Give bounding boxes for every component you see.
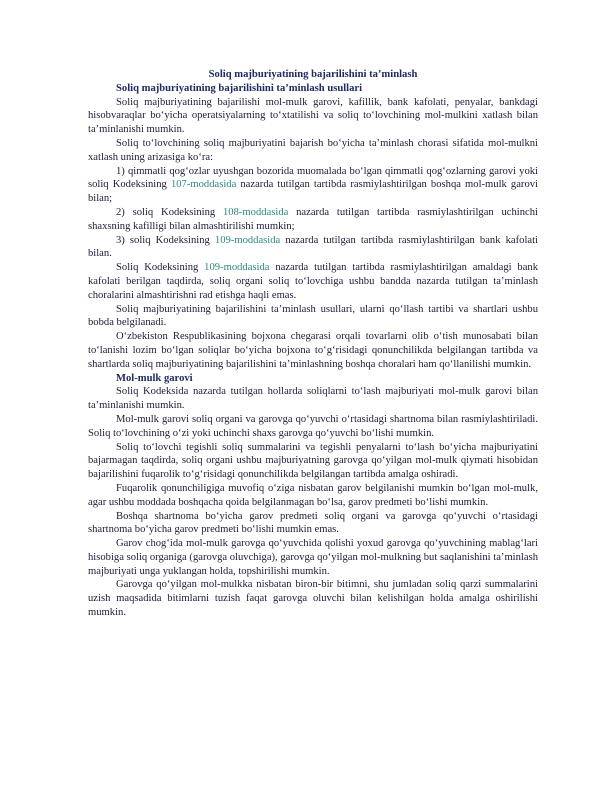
- paragraph: Garovga qo‘yilgan mol-mulkka nisbatan biron-bir bitimni, shu jumladan soliq qarzi summalarini uzish maqsadida bitimlarni tuzish faqat garovga oluvchi bilan kelishilgan holda amalga oshirilishi mumkin.: [88, 579, 538, 619]
- paragraph-text: 3) soliq Kodeksining: [116, 234, 215, 246]
- paragraph-text: 2) soliq Kodeksining: [116, 206, 223, 218]
- paragraph: [88, 165, 538, 206]
- paragraph: Soliq to‘lovchi tegishli soliq summalarini va tegishli penyalarni to‘lash bo‘yicha majburiyatini bajarmagan taqdirda, soliq organi ushbu majburiyatning garovga qo‘yilgan mol-mulk qiymati hisobidan bajarilishini fuqarolik to‘g‘risidagi qonunchilikda belgilangan tartibda amalga oshiradi.: [88, 441, 538, 481]
- paragraph-text: Soliq Kodeksining: [116, 262, 205, 274]
- paragraph: [88, 234, 538, 262]
- article-link-109[interactable]: 109-moddasida: [204, 262, 270, 274]
- paragraph: [88, 206, 538, 234]
- paragraph-text: nazarda tutilgan tartibda rasmiylashtirilgan bank kafolati bilan.: [88, 234, 538, 260]
- paragraph-text: nazarda tutilgan tartibda rasmiylashtirilgan uchinchi shaxsning kafilligi bilan almashtirilishi mumkin;: [88, 206, 538, 232]
- paragraph: Fuqarolik qonunchiligiga muvofiq o‘ziga nisbatan garov belgilanishi mumkin bo‘lgan mol-mulk, agar ushbu moddada boshqacha qoida belgilanmagan bo‘lsa, garov predmeti bo‘lishi mumkin.: [88, 482, 538, 508]
- paragraph: Soliq majburiyatining bajarilishi mol-mulk garovi, kafillik, bank kafolati, penyalar, bankdagi hisobvaraqlar bo‘yicha operatsiyalarning to‘xtatilishi va soliq to‘lovchining mol-mulkini xatlash bilan ta’minlanishi mumkin.: [88, 96, 538, 136]
- paragraph-text: nazarda tutilgan tartibda rasmiylashtirilgan boshqa mol-mulk garovi bilan;: [88, 179, 538, 205]
- paragraph: O‘zbekiston Respublikasining bojxona chegarasi orqali tovarlarni olib o‘tish munosabati bilan to‘lanishi lozim bo‘lgan soliqlar bo‘yicha bojxona to‘g‘risidagi qonunchilikda belgilangan tartibda va shartlarda soliq majburiyatining bajarilishini ta’minlashning boshqa choralari ham qo‘llanilishi mumkin.: [88, 331, 538, 370]
- page-title: Soliq majburiyatining bajarilishini ta’minlash: [208, 69, 418, 80]
- paragraph-text: 1) qimmatli qog‘ozlar uyushgan bozorida muomalada bo‘lgan qimmatli qog‘ozlarning garovi yoki soliq Kodeksining: [88, 165, 538, 191]
- paragraph: [88, 261, 538, 302]
- paragraph: Soliq to‘lovchining soliq majburiyatini bajarish bo‘yicha ta’minlash chorasi sifatida mol-mulkni xatlash uning arizasiga ko‘ra:: [88, 137, 538, 163]
- paragraph: Garov chog‘ida mol-mulk garovga qo‘yuvchida qolishi yoxud garovga qo‘yuvchining mablag‘lari hisobiga soliq organiga (garovga oluvchiga), garovga qo‘yilgan mol-mulkning but saqlanishini ta’minlash majburiyati unga yuklangan holda, topshirilishi mumkin.: [88, 538, 538, 577]
- article-link-109[interactable]: 109-moddasida: [214, 234, 281, 246]
- paragraph: Soliq majburiyatining bajarilishini ta’minlash usullari, ularni qo‘llash tartibi va shartlari ushbu bobda belgilanadi.: [88, 303, 538, 329]
- paragraph: Mol-mulk garovi soliq organi va garovga qo‘yuvchi o‘rtasidagi shartnoma bilan rasmiylashtiriladi. Soliq to‘lovchining o‘zi yoki uchinchi shaxs garovga qo‘yuvchi bo‘lishi mumkin.: [88, 413, 538, 439]
- paragraph-text: nazarda tutilgan tartibda rasmiylashtirilgan amaldagi bank kafolati berilgan taqdirda, soliq organi soliq to‘lovchiga ushbu bandda nazarda tutilgan ta’minlash choralarini almashtirishni rad etishga haqli emas.: [88, 262, 538, 301]
- article-link-107[interactable]: 107-moddasida: [170, 179, 237, 191]
- paragraph: Soliq Kodeksida nazarda tutilgan hollarda soliqlarni to‘lash majburiyati mol-mulk garovi bilan ta’minlanishi mumkin.: [88, 386, 538, 412]
- section-heading-property-pledge: Mol-mulk garovi: [116, 372, 193, 384]
- paragraph: Boshqa shartnoma bo‘yicha garov predmeti soliq organi va garovga qo‘yuvchi o‘rtasidagi shartnoma bo‘yicha garov predmeti bo‘lishi mumkin emas.: [88, 510, 538, 536]
- document-body: [88, 68, 538, 620]
- article-link-108[interactable]: 108-moddasida: [223, 206, 289, 218]
- section-heading-methods: Soliq majburiyatining bajarilishini ta’minlash usullari: [116, 82, 363, 94]
